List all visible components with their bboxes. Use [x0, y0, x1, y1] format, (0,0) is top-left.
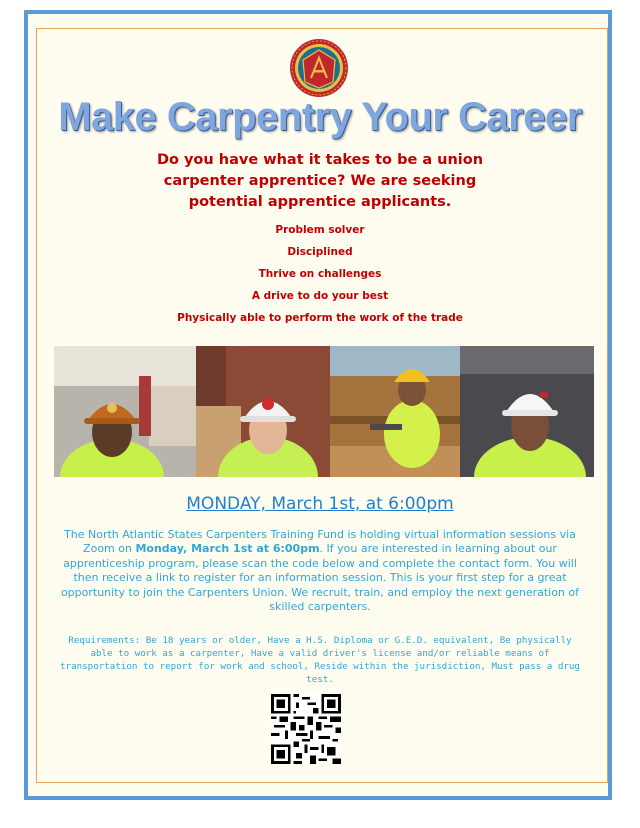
- qr-code[interactable]: [271, 694, 341, 764]
- worker-photo-4: [460, 346, 594, 477]
- info-text-date: Monday, March 1st at 6:00pm: [135, 542, 320, 556]
- worker-photo-1: [54, 346, 196, 477]
- quality-item: Physically able to perform the work of the trade: [177, 312, 463, 324]
- worker-photo-2: [196, 346, 330, 477]
- worker-photo-3: [330, 346, 460, 477]
- quality-item: Disciplined: [287, 246, 353, 258]
- info-text-part1: The North Atlantic States Carpenters Training Fund is holding virtual information sessions via Zoom on: [64, 528, 576, 556]
- quality-item: Problem solver: [275, 224, 365, 236]
- quality-item: A drive to do your best: [251, 290, 389, 302]
- photo-strip: [54, 346, 594, 477]
- session-date-heading: MONDAY, March 1st, at 6:00pm: [186, 494, 454, 514]
- requirements-text: Requirements: Be 18 years or older, Have a H.S. Diploma or G.E.D. equivalent, Be physically able to work as a carpenter, Have a valid driver's license and/or reliable means of transportation to report for work and school, Reside within the jurisdiction, Must pass a drug test.: [60, 635, 580, 685]
- qualities-list: [120, 222, 520, 332]
- quality-item: Thrive on challenges: [258, 268, 382, 280]
- info-paragraph: [58, 528, 582, 614]
- flyer-title: Make Carpentry Your Career: [58, 95, 582, 139]
- apprentice-question: Do you have what it takes to be a union carpenter apprentice? We are seeking potential apprentice applicants.: [156, 152, 484, 210]
- union-seal-logo: [289, 38, 349, 98]
- info-text-part2: . If you are interested in learning about our apprenticeship program, please scan the code below and complete the contact form. You will then receive a link to register for an information session. This is your first step for a great opportunity to join the Carpenters Union. We recruit, train, and employ the next generation of skilled carpenters.: [60, 542, 580, 614]
